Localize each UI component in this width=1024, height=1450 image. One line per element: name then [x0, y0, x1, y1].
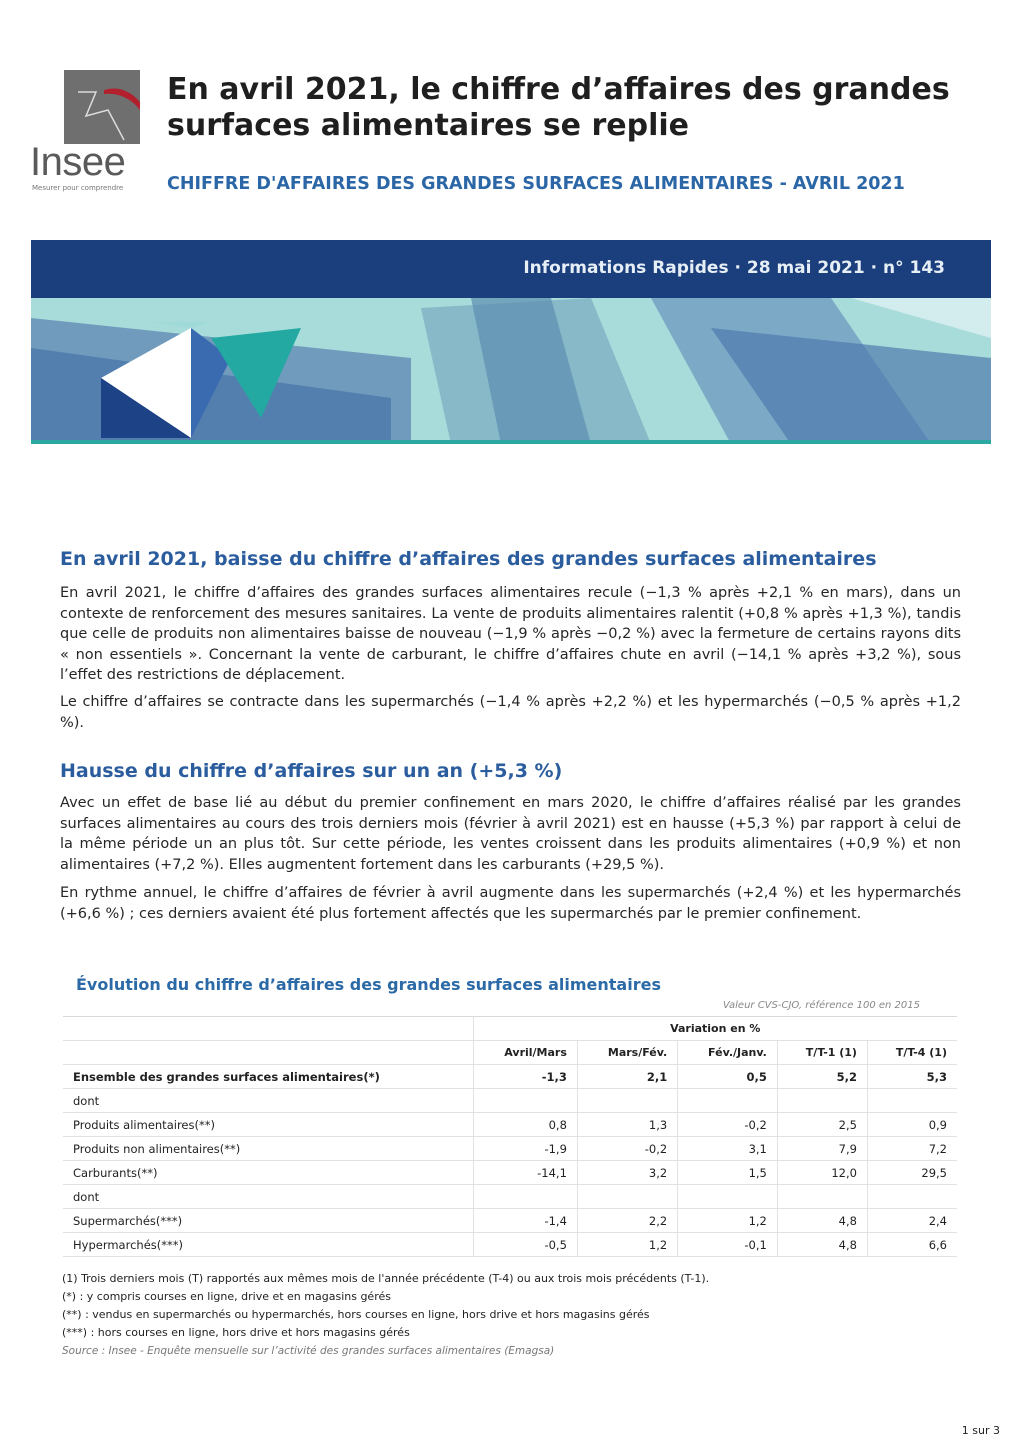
section-heading-1: En avril 2021, baisse du chiffre d’affaires des grandes surfaces alimentaires: [60, 548, 877, 570]
table-header-blank: [63, 1041, 473, 1065]
cell-value: 1,5: [678, 1161, 778, 1185]
cell-value: 0,8: [473, 1113, 577, 1137]
row-label: Carburants(**): [63, 1161, 473, 1185]
table-column-header-row: [63, 1041, 957, 1065]
cell-value: 6,6: [867, 1233, 957, 1257]
page-title: En avril 2021, le chiffre d’affaires des grandes surfaces alimentaires se replie: [167, 72, 950, 143]
table-row: [63, 1089, 957, 1113]
cell-value: [867, 1185, 957, 1209]
section-2-paragraph-2: En rythme annuel, le chiffre d’affaires de février à avril augmente dans les supermarchés (+2,4 %) et les hypermarchés (+6,6 %) ; ces derniers avaient été plus fortement affectés que les supermarchés par le premier confinement.: [60, 885, 961, 922]
cell-value: [473, 1089, 577, 1113]
table-header-blank: [63, 1017, 473, 1041]
banner-bar: [31, 240, 991, 298]
cell-value: 1,2: [678, 1209, 778, 1233]
table-row: [63, 1161, 957, 1185]
cell-value: -0,2: [577, 1137, 677, 1161]
column-header: T/T-1 (1): [777, 1041, 867, 1065]
table-group-header: Variation en %: [473, 1017, 957, 1041]
section-2-paragraph-1: Avec un effet de base lié au début du premier confinement en mars 2020, le chiffre d’affaires réalisé par les grandes surfaces alimentaires au cours des trois derniers mois (février à avril 2021) est en hausse (+5,3 %) par rapport à celui de la même période un an plus tôt. Sur cette période, les ventes croissent dans les produits alimentaires (+0,9 %) et non alimentaires (+7,2 %). Elles augmentent fortement dans les carburants (+29,5 %).: [60, 795, 961, 873]
column-header: Mars/Fév.: [577, 1041, 677, 1065]
page-subtitle: CHIFFRE D'AFFAIRES DES GRANDES SURFACES ALIMENTAIRES - AVRIL 2021: [167, 174, 905, 194]
cell-value: [867, 1089, 957, 1113]
footnote: (*) : y compris courses en ligne, drive et en magasins gérés: [62, 1290, 391, 1303]
cell-value: 1,2: [577, 1233, 677, 1257]
table-row: [63, 1209, 957, 1233]
cell-value: [777, 1089, 867, 1113]
logo-wordmark: Insee: [30, 140, 126, 184]
column-header: T/T-4 (1): [867, 1041, 957, 1065]
footnote: (1) Trois derniers mois (T) rapportés aux mêmes mois de l'année précédente (T-4) ou aux trois mois précédents (T-1).: [62, 1272, 710, 1285]
cell-value: 0,5: [678, 1065, 778, 1089]
row-label: Ensemble des grandes surfaces alimentaires(*): [63, 1065, 473, 1089]
cell-value: 3,1: [678, 1137, 778, 1161]
table-unit-note: Valeur CVS-CJO, référence 100 en 2015: [722, 1000, 920, 1011]
cell-value: -0,1: [678, 1233, 778, 1257]
cell-value: 2,1: [577, 1065, 677, 1089]
cell-value: 5,3: [867, 1065, 957, 1089]
table-title: Évolution du chiffre d’affaires des grandes surfaces alimentaires: [76, 975, 661, 994]
column-header: Avril/Mars: [473, 1041, 577, 1065]
table-row: [63, 1065, 957, 1089]
cell-value: [473, 1185, 577, 1209]
footnote: (**) : vendus en supermarchés ou hypermarchés, hors courses en ligne, hors drive et hors magasins gérés: [62, 1308, 650, 1321]
section-1-paragraph-1: En avril 2021, le chiffre d’affaires des grandes surfaces alimentaires recule (−1,3 % après +2,1 % en mars), dans un contexte de renforcement des mesures sanitaires. La vente de produits alimentaires ralentit (+0,8 % après +1,3 %), tandis que celle de produits non alimentaires baisse de nouveau (−1,9 % après −0,2 %) avec la fermeture de certains rayons dits « non essentiels ». Concernant la vente de carburant, le chiffre d’affaires chute en avril (−14,1 % après +3,2 %), sous l’effet des restrictions de déplacement.: [60, 585, 961, 683]
row-label: Produits alimentaires(**): [63, 1113, 473, 1137]
cell-value: -1,9: [473, 1137, 577, 1161]
logo-mark-icon: [64, 70, 140, 144]
table-group-header-row: [63, 1017, 957, 1041]
section-1-paragraph-2: Le chiffre d’affaires se contracte dans les supermarchés (−1,4 % après +2,2 %) et les hypermarchés (−0,5 % après +1,2 %).: [60, 694, 961, 731]
cell-value: 2,5: [777, 1113, 867, 1137]
header-banner: [31, 240, 991, 444]
cell-value: 12,0: [777, 1161, 867, 1185]
cell-value: [678, 1089, 778, 1113]
footnote: (***) : hors courses en ligne, hors drive et hors magasins gérés: [62, 1326, 410, 1339]
cell-value: [678, 1185, 778, 1209]
cell-value: -14,1: [473, 1161, 577, 1185]
cell-value: -0,2: [678, 1113, 778, 1137]
page-number: 1 sur 3: [961, 1424, 1000, 1437]
row-label: Hypermarchés(***): [63, 1233, 473, 1257]
cell-value: [577, 1185, 677, 1209]
cell-value: 4,8: [777, 1209, 867, 1233]
table-footnotes: [62, 1270, 709, 1360]
column-header: Fév./Janv.: [678, 1041, 778, 1065]
cell-value: 29,5: [867, 1161, 957, 1185]
cell-value: 7,9: [777, 1137, 867, 1161]
cell-value: [777, 1185, 867, 1209]
cell-value: 4,8: [777, 1233, 867, 1257]
row-label: dont: [63, 1185, 473, 1209]
cell-value: 0,9: [867, 1113, 957, 1137]
cell-value: 2,4: [867, 1209, 957, 1233]
publication-info: Informations Rapides · 28 mai 2021 · n° 143: [523, 258, 945, 278]
cell-value: 2,2: [577, 1209, 677, 1233]
cell-value: 7,2: [867, 1137, 957, 1161]
table-source: Source : Insee - Enquête mensuelle sur l’activité des grandes surfaces alimentaires (Emagsa): [62, 1345, 555, 1357]
insee-logo: [30, 68, 142, 192]
table-row: [63, 1233, 957, 1257]
table-row: [63, 1185, 957, 1209]
cell-value: 1,3: [577, 1113, 677, 1137]
row-label: dont: [63, 1089, 473, 1113]
cell-value: -0,5: [473, 1233, 577, 1257]
cell-value: 3,2: [577, 1161, 677, 1185]
banner-buildings-image: [31, 298, 991, 444]
row-label: Supermarchés(***): [63, 1209, 473, 1233]
cell-value: -1,3: [473, 1065, 577, 1089]
cell-value: -1,4: [473, 1209, 577, 1233]
row-label: Produits non alimentaires(**): [63, 1137, 473, 1161]
table-row: [63, 1113, 957, 1137]
cell-value: [577, 1089, 677, 1113]
section-heading-2: Hausse du chiffre d’affaires sur un an (+5,3 %): [60, 760, 563, 782]
logo-tagline: Mesurer pour comprendre: [32, 184, 124, 192]
data-table: [63, 1016, 957, 1257]
table-row: [63, 1137, 957, 1161]
cell-value: 5,2: [777, 1065, 867, 1089]
